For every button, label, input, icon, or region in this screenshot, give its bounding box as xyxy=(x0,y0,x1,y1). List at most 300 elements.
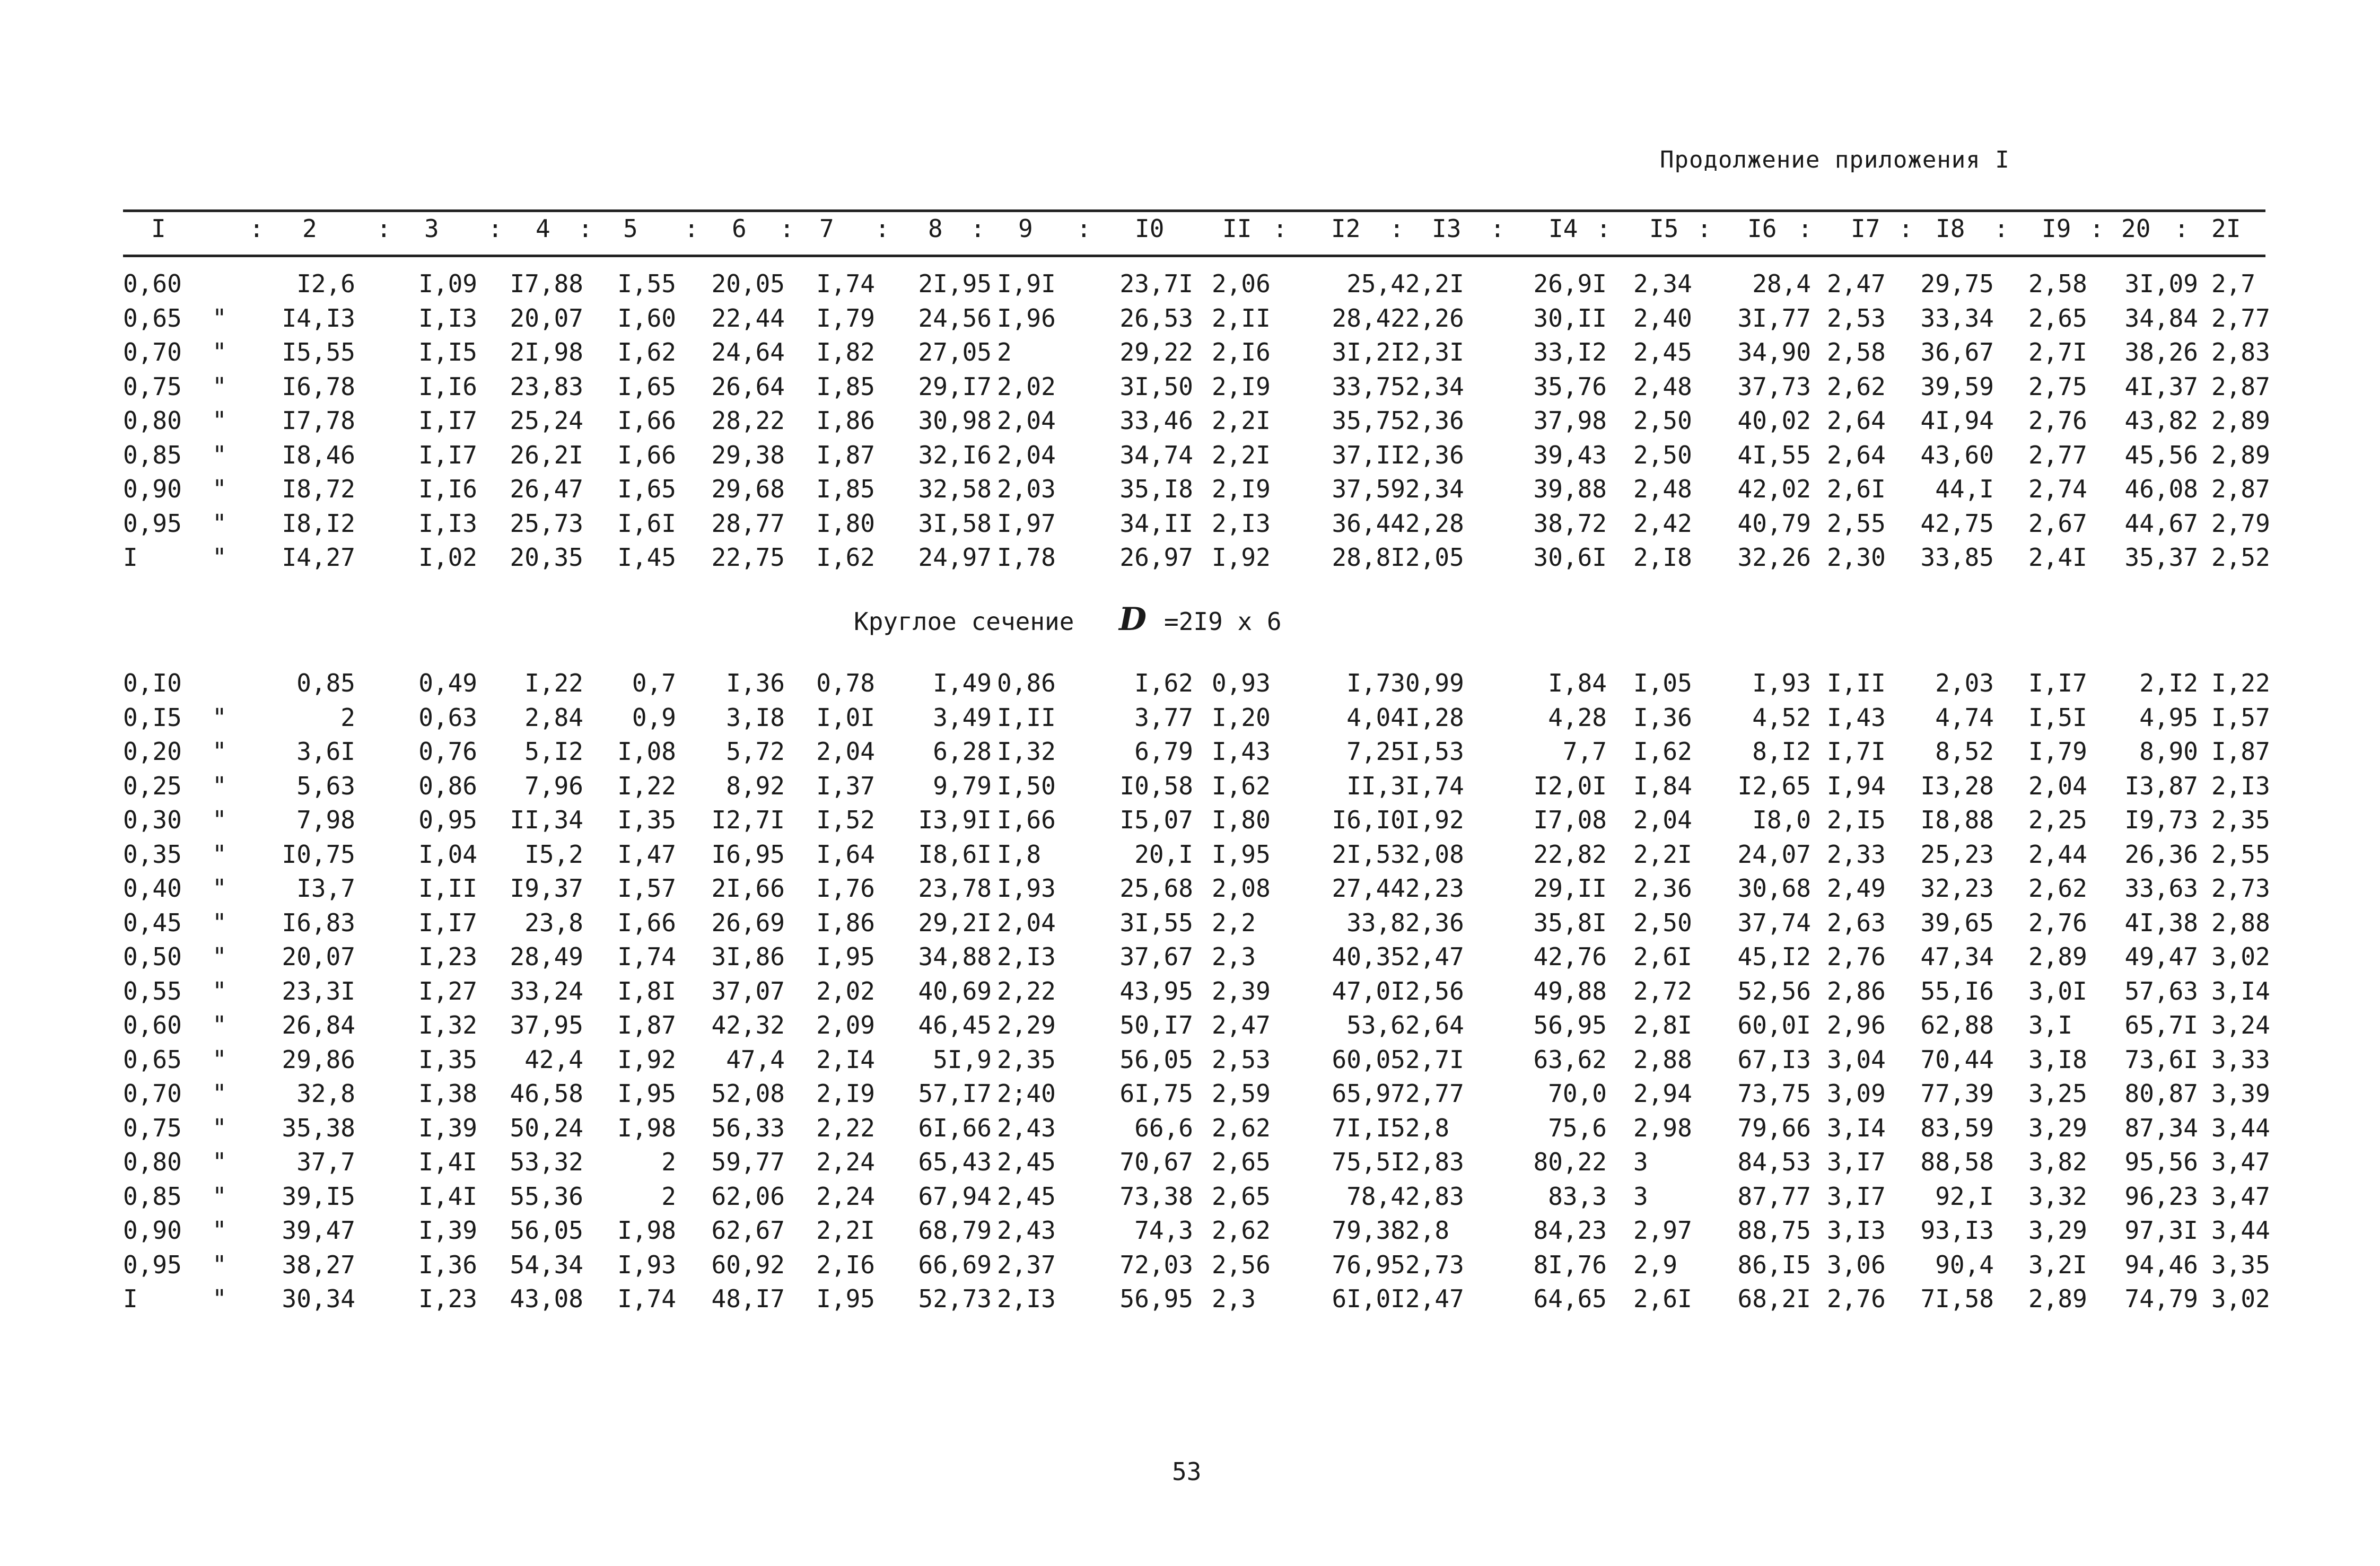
table-cell: 3,49 xyxy=(933,703,992,732)
row-ratio-cell: 0,40 xyxy=(123,874,182,903)
column-separator: : xyxy=(1490,214,1505,243)
ditto-mark: " xyxy=(212,806,227,834)
section-value: =2I9 x 6 xyxy=(1164,607,1282,636)
table-cell: 46,58 xyxy=(510,1079,583,1108)
column-header: I9 xyxy=(2042,214,2071,243)
table-cell: 97,3I xyxy=(2124,1216,2198,1245)
table-cell: 94,46 xyxy=(2124,1250,2198,1279)
row-ratio-cell: 0,55 xyxy=(123,976,182,1005)
table-cell: 46,45 xyxy=(918,1011,992,1039)
table-cell: I,53 xyxy=(1405,737,1464,766)
table-cell: 3I,50 xyxy=(1119,372,1193,401)
column-header: I8 xyxy=(1936,214,1965,243)
table-cell: I,22 xyxy=(524,669,583,697)
table-cell: 35,37 xyxy=(2124,543,2198,572)
table-cell: 2 xyxy=(661,1182,676,1211)
table-cell: I,0I xyxy=(816,703,875,732)
table-cell: I,32 xyxy=(418,1011,477,1039)
table-cell: 2,04 xyxy=(997,406,1056,435)
table-cell: 2,I3 xyxy=(997,1284,1056,1313)
table-cell: I,86 xyxy=(816,406,875,435)
table-cell: 34,II xyxy=(1119,509,1193,538)
table-cell: I9,73 xyxy=(2124,806,2198,834)
table-cell: 24,97 xyxy=(918,543,992,572)
table-cell: 20,35 xyxy=(510,543,583,572)
table-cell: 79,38 xyxy=(1332,1216,1405,1245)
table-cell: 6,28 xyxy=(933,737,992,766)
ditto-mark: " xyxy=(212,372,227,401)
column-separator: : xyxy=(488,214,503,243)
table-cell: 62,88 xyxy=(1920,1011,1994,1039)
ditto-mark: " xyxy=(212,1182,227,1211)
table-cell: I,43 xyxy=(1212,737,1271,766)
table-cell: I6,95 xyxy=(711,839,785,869)
table-cell: 29,22 xyxy=(1119,338,1193,366)
table-cell: I3,9I xyxy=(918,806,992,834)
table-cell: 28,4 xyxy=(1752,269,1811,298)
table-cell: I,4I xyxy=(418,1148,477,1176)
table-cell: 73,38 xyxy=(1119,1182,1193,1211)
table-cell: 2,6I xyxy=(1827,475,1886,503)
table-cell: 2,65 xyxy=(1212,1148,1271,1176)
table-cell: 49,47 xyxy=(2124,942,2198,971)
table-cell: I,84 xyxy=(1548,669,1607,697)
table-cell: I,64 xyxy=(816,839,875,869)
table-cell: II,34 xyxy=(510,806,583,834)
table-cell: 39,88 xyxy=(1533,475,1607,503)
table-cell: 3,35 xyxy=(2211,1250,2270,1279)
table-cell: 3,02 xyxy=(2211,1284,2270,1313)
table-cell: 68,79 xyxy=(918,1216,992,1245)
row-ratio-cell: 0,60 xyxy=(123,1011,182,1039)
table-cell: 64,65 xyxy=(1533,1284,1607,1313)
table-cell: 2,37 xyxy=(997,1250,1056,1279)
table-cell: 29,86 xyxy=(282,1045,355,1074)
table-cell: 2,I9 xyxy=(1212,475,1271,503)
table-cell: I,23 xyxy=(418,942,477,971)
table-cell: I,76 xyxy=(816,874,875,903)
table-row xyxy=(0,944,2380,978)
table-cell: 37,07 xyxy=(711,976,785,1005)
table-cell: I,95 xyxy=(617,1079,676,1108)
table-cell: 4I,38 xyxy=(2124,908,2198,937)
table-cell: I,87 xyxy=(816,440,875,469)
table-cell: 70,0 xyxy=(1548,1079,1607,1108)
table-cell: 4I,55 xyxy=(1737,440,1811,469)
table-cell: I2,7I xyxy=(711,806,785,834)
table-cell: 35,76 xyxy=(1533,372,1607,401)
table-cell: 60,05 xyxy=(1332,1045,1405,1074)
table-cell: 72,03 xyxy=(1119,1250,1193,1279)
table-cell: I2,0I xyxy=(1533,771,1607,800)
table-cell: I8,6I xyxy=(918,839,992,869)
table-cell: 87,77 xyxy=(1737,1182,1811,1211)
table-cell: 2,76 xyxy=(2028,908,2087,937)
table-cell: 2,97 xyxy=(1633,1216,1692,1245)
table-cell: I,84 xyxy=(1633,771,1692,800)
table-cell: 8I,76 xyxy=(1533,1250,1607,1279)
table-cell: 2,02 xyxy=(816,976,875,1005)
table-cell: 26,69 xyxy=(711,908,785,937)
table-cell: I,27 xyxy=(418,976,477,1005)
table-cell: 36,67 xyxy=(1920,338,1994,366)
table-cell: 39,65 xyxy=(1920,908,1994,937)
table-cell: 0,86 xyxy=(997,669,1056,697)
table-cell: 50,I7 xyxy=(1119,1011,1193,1039)
table-cell: 2,03 xyxy=(1935,669,1994,697)
table-cell: I,02 xyxy=(418,543,477,572)
table-cell: 2,9 xyxy=(1633,1250,1678,1279)
table-cell: 65,7I xyxy=(2124,1011,2198,1039)
table-cell: 37,II xyxy=(1332,440,1405,469)
table-cell: 29,I7 xyxy=(918,372,992,401)
table-cell: 8,92 xyxy=(726,771,785,800)
column-separator: : xyxy=(2089,214,2104,243)
ditto-mark: " xyxy=(212,839,227,869)
column-separator: : xyxy=(1596,214,1611,243)
table-cell: 2,75 xyxy=(2028,372,2087,401)
table-cell: I3,87 xyxy=(2124,771,2198,800)
table-cell: 30,68 xyxy=(1737,874,1811,903)
table-cell: 2,43 xyxy=(997,1216,1056,1245)
table-cell: 2I,53 xyxy=(1332,839,1405,869)
table-cell: 2,05 xyxy=(1405,543,1464,572)
table-cell: 33,85 xyxy=(1920,543,1994,572)
table-cell: I4,I3 xyxy=(282,303,355,333)
table-cell: 2,8 xyxy=(1405,1216,1450,1245)
table-cell: I,45 xyxy=(617,543,676,572)
row-ratio-cell: 0,65 xyxy=(123,303,182,333)
table-cell: 52,73 xyxy=(918,1284,992,1313)
table-cell: 42,02 xyxy=(1737,475,1811,503)
table-cell: 2,98 xyxy=(1633,1113,1692,1142)
table-cell: 2,7 xyxy=(2211,269,2256,298)
table-cell: 2,48 xyxy=(1633,475,1692,503)
row-ratio-cell: 0,90 xyxy=(123,1216,182,1245)
table-cell: I2,6 xyxy=(296,269,355,298)
table-cell: 0,49 xyxy=(418,669,477,697)
table-cell: 2,22 xyxy=(816,1113,875,1142)
table-cell: I,92 xyxy=(617,1045,676,1074)
table-cell: I,52 xyxy=(816,806,875,834)
table-cell: I,39 xyxy=(418,1113,477,1142)
table-cell: 2,04 xyxy=(2028,771,2087,800)
table-row xyxy=(0,1184,2380,1218)
table-cell: 2,45 xyxy=(997,1148,1056,1176)
table-cell: 3,I4 xyxy=(2211,976,2270,1005)
table-cell: 45,I2 xyxy=(1737,942,1811,971)
table-cell: 0,9 xyxy=(632,703,676,732)
column-separator: : xyxy=(970,214,985,243)
table-cell: 2,47 xyxy=(1212,1011,1271,1039)
table-cell: 28,8I xyxy=(1332,543,1405,572)
table-row xyxy=(0,269,2380,305)
table-cell: 2,26 xyxy=(1405,303,1464,333)
table-cell: I,94 xyxy=(1827,771,1886,800)
table-cell: 2,I3 xyxy=(1212,509,1271,538)
table-cell: 38,27 xyxy=(282,1250,355,1279)
table-cell: 35,8I xyxy=(1533,908,1607,937)
table-cell: 3I,09 xyxy=(2124,269,2198,298)
table-cell: I,35 xyxy=(617,806,676,834)
table-cell: 2,62 xyxy=(1212,1216,1271,1245)
table-cell: I,66 xyxy=(997,806,1056,834)
table-cell: I,93 xyxy=(1752,669,1811,697)
table-row xyxy=(0,408,2380,442)
table-cell: I,08 xyxy=(617,737,676,766)
table-cell: 2,08 xyxy=(1405,839,1464,869)
table-cell: 24,07 xyxy=(1737,839,1811,869)
table-cell: I,II xyxy=(418,874,477,903)
table-cell: 2,02 xyxy=(997,372,1056,401)
table-cell: 60,0I xyxy=(1737,1011,1811,1039)
row-ratio-cell: 0,60 xyxy=(123,269,182,298)
table-cell: 2,62 xyxy=(1212,1113,1271,1142)
table-cell: 2,28 xyxy=(1405,509,1464,538)
table-cell: 3I,77 xyxy=(1737,303,1811,333)
table-cell: 26,9I xyxy=(1533,269,1607,298)
table-cell: 2,45 xyxy=(997,1182,1056,1211)
row-ratio-cell: 0,35 xyxy=(123,839,182,869)
table-cell: 2,04 xyxy=(816,737,875,766)
table-cell: 32,23 xyxy=(1920,874,1994,903)
table-cell: 29,38 xyxy=(711,440,785,469)
table-cell: I,87 xyxy=(2211,737,2270,766)
table-cell: 2,04 xyxy=(997,440,1056,469)
table-cell: 55,36 xyxy=(510,1182,583,1211)
table-cell: 3,82 xyxy=(2028,1148,2087,1176)
table-cell: I,I5 xyxy=(418,338,477,366)
table-cell: 4,28 xyxy=(1548,703,1607,732)
table-cell: 56,95 xyxy=(1119,1284,1193,1313)
table-cell: 40,35 xyxy=(1332,942,1405,971)
column-separator: : xyxy=(1994,214,2009,243)
table-cell: 4,74 xyxy=(1935,703,1994,732)
column-separator: : xyxy=(578,214,593,243)
table-cell: 23,83 xyxy=(510,372,583,401)
ditto-mark: " xyxy=(212,771,227,800)
column-separator: : xyxy=(249,214,264,243)
table-cell: 6,79 xyxy=(1134,737,1193,766)
table-cell: 56,33 xyxy=(711,1113,785,1142)
table-cell: I,93 xyxy=(997,874,1056,903)
ditto-mark: " xyxy=(212,303,227,333)
table-cell: 6I,66 xyxy=(918,1113,992,1142)
table-cell: 43,95 xyxy=(1119,976,1193,1005)
table-cell: I,36 xyxy=(418,1250,477,1279)
table-cell: I,66 xyxy=(617,440,676,469)
table-cell: I,22 xyxy=(617,771,676,800)
table-cell: 2,94 xyxy=(1633,1079,1692,1108)
column-header: I4 xyxy=(1548,214,1578,243)
table-cell: 33,34 xyxy=(1920,303,1994,333)
ditto-mark: " xyxy=(212,976,227,1005)
table-row xyxy=(0,739,2380,773)
table-cell: 37,67 xyxy=(1119,942,1193,971)
table-cell: 56,05 xyxy=(1119,1045,1193,1074)
ditto-mark: " xyxy=(212,338,227,366)
table-cell: I,22 xyxy=(2211,669,2270,697)
table-cell: 2,89 xyxy=(2028,942,2087,971)
table-cell: 6I,75 xyxy=(1119,1079,1193,1108)
table-cell: 87,34 xyxy=(2124,1113,2198,1142)
table-cell: 39,43 xyxy=(1533,440,1607,469)
table-cell: I,04 xyxy=(418,839,477,869)
table-cell: I,I3 xyxy=(418,509,477,538)
table-cell: 2,03 xyxy=(997,475,1056,503)
table-cell: I,4I xyxy=(418,1182,477,1211)
column-header: 7 xyxy=(819,214,834,243)
table-row xyxy=(0,839,2380,876)
table-cell: I,32 xyxy=(997,737,1056,766)
continuation-label: Продолжение приложения I xyxy=(1660,146,2010,173)
table-cell: 53,6 xyxy=(1346,1011,1405,1039)
table-cell: I,8I xyxy=(617,976,676,1005)
table-cell: 6I,0I xyxy=(1332,1284,1405,1313)
table-cell: 29,75 xyxy=(1920,269,1994,298)
table-cell: 75,6 xyxy=(1548,1113,1607,1142)
table-cell: 4I,37 xyxy=(2124,372,2198,401)
table-cell: 47,0I xyxy=(1332,976,1405,1005)
table-cell: 93,I3 xyxy=(1920,1216,1994,1245)
table-cell: 3I,2I xyxy=(1332,338,1405,366)
table-cell: 2,63 xyxy=(1827,908,1886,937)
table-cell: 3,I4 xyxy=(1827,1113,1886,1142)
table-cell: 44,I xyxy=(1935,475,1994,503)
table-cell: 2,86 xyxy=(1827,976,1886,1005)
table-row xyxy=(0,340,2380,374)
table-cell: 26,84 xyxy=(282,1011,355,1039)
table-cell: 79,66 xyxy=(1737,1113,1811,1142)
table-cell: 50,24 xyxy=(510,1113,583,1142)
table-cell: 35,38 xyxy=(282,1113,355,1142)
table-cell: 70,44 xyxy=(1920,1045,1994,1074)
table-cell: 29,2I xyxy=(918,908,992,937)
table-cell: 2,35 xyxy=(997,1045,1056,1074)
table-cell: 32,8 xyxy=(296,1079,355,1108)
table-cell: I6,I0 xyxy=(1332,806,1405,834)
table-cell: I,78 xyxy=(997,543,1056,572)
table-cell: 2,25 xyxy=(2028,806,2087,834)
table-cell: 56,95 xyxy=(1533,1011,1607,1039)
table-cell: I,66 xyxy=(617,406,676,435)
table-cell: I3,7 xyxy=(296,874,355,903)
table-cell: 2,8I xyxy=(1633,1011,1692,1039)
table-cell: 26,36 xyxy=(2124,839,2198,869)
table-cell: 2,47 xyxy=(1827,269,1886,298)
table-row xyxy=(0,545,2380,579)
table-cell: I,57 xyxy=(617,874,676,903)
table-cell: I,62 xyxy=(617,338,676,366)
column-header: I6 xyxy=(1747,214,1777,243)
table-row xyxy=(0,705,2380,739)
table-cell: 2,47 xyxy=(1405,1284,1464,1313)
table-cell: 33,46 xyxy=(1119,406,1193,435)
table-cell: 48,I7 xyxy=(711,1284,785,1313)
table-cell: 80,22 xyxy=(1533,1148,1607,1176)
table-cell: 2,6I xyxy=(1633,1284,1692,1313)
table-cell: 2,I5 xyxy=(1827,806,1886,834)
table-cell: 2,74 xyxy=(2028,475,2087,503)
table-cell: I8,72 xyxy=(282,475,355,503)
column-header: I2 xyxy=(1331,214,1361,243)
table-cell: 3,32 xyxy=(2028,1182,2087,1211)
table-cell: I8,46 xyxy=(282,440,355,469)
table-cell: 2,04 xyxy=(1633,806,1692,834)
table-cell: 2,36 xyxy=(1405,908,1464,937)
table-cell: 2I,66 xyxy=(711,874,785,903)
table-cell: 52,56 xyxy=(1737,976,1811,1005)
table-cell: I,05 xyxy=(1633,669,1692,697)
column-separator: : xyxy=(875,214,890,243)
table-cell: 3,I8 xyxy=(2028,1045,2087,1074)
table-cell: 35,75 xyxy=(1332,406,1405,435)
table-cell: 2,7I xyxy=(2028,338,2087,366)
table-cell: 44,67 xyxy=(2124,509,2198,538)
table-cell: 2,I2 xyxy=(2139,669,2198,697)
row-ratio-cell: 0,25 xyxy=(123,771,182,800)
table-row xyxy=(0,1218,2380,1252)
table-cell: 2,2I xyxy=(816,1216,875,1245)
table-cell: I,95 xyxy=(816,942,875,971)
table-cell: 2,83 xyxy=(1405,1148,1464,1176)
table-cell: 40,79 xyxy=(1737,509,1811,538)
table-cell: 0,85 xyxy=(296,669,355,697)
table-cell: I,50 xyxy=(997,771,1056,800)
table-cell: 56,05 xyxy=(510,1216,583,1245)
table-cell: 43,82 xyxy=(2124,406,2198,435)
table-cell: 26,47 xyxy=(510,475,583,503)
table-cell: I,74 xyxy=(816,269,875,298)
table-cell: I2,65 xyxy=(1737,771,1811,800)
row-ratio-cell: 0,70 xyxy=(123,1079,182,1108)
table-cell: 34,74 xyxy=(1119,440,1193,469)
row-ratio-cell: 0,85 xyxy=(123,440,182,469)
table-cell: 33,8 xyxy=(1346,908,1405,937)
table-cell: 2I,98 xyxy=(510,338,583,366)
table-cell: I,I3 xyxy=(418,303,477,333)
table-cell: I,49 xyxy=(933,669,992,697)
table-cell: I6,78 xyxy=(282,372,355,401)
table-cell: 2,89 xyxy=(2211,440,2270,469)
table-cell: 2,65 xyxy=(1212,1182,1271,1211)
table-cell: 2,II xyxy=(1212,303,1271,333)
table-cell: 34,84 xyxy=(2124,303,2198,333)
table-cell: 2,53 xyxy=(1827,303,1886,333)
table-cell: 57,I7 xyxy=(918,1079,992,1108)
table-cell: 24,64 xyxy=(711,338,785,366)
table-row xyxy=(0,1081,2380,1115)
table-cell: 29,68 xyxy=(711,475,785,503)
table-cell: I5,07 xyxy=(1119,806,1193,834)
row-ratio-cell: 0,85 xyxy=(123,1182,182,1211)
table-row xyxy=(0,876,2380,910)
table-cell: I4,27 xyxy=(282,543,355,572)
table-cell: 2,72 xyxy=(1633,976,1692,1005)
table-cell: 2,58 xyxy=(2028,269,2087,298)
table-cell: 2,88 xyxy=(2211,908,2270,937)
table-cell: 2,76 xyxy=(1827,1284,1886,1313)
table-cell: 5,72 xyxy=(726,737,785,766)
table-cell: 2,6I xyxy=(1633,942,1692,971)
column-separator: : xyxy=(1077,214,1091,243)
table-row xyxy=(0,976,2380,1013)
table-cell: 7I,58 xyxy=(1920,1284,1994,1313)
table-cell: I,96 xyxy=(997,303,1056,333)
table-cell: 5,I2 xyxy=(524,737,583,766)
table-cell: 2,59 xyxy=(1212,1079,1271,1108)
table-cell: 23,3I xyxy=(282,976,355,1005)
